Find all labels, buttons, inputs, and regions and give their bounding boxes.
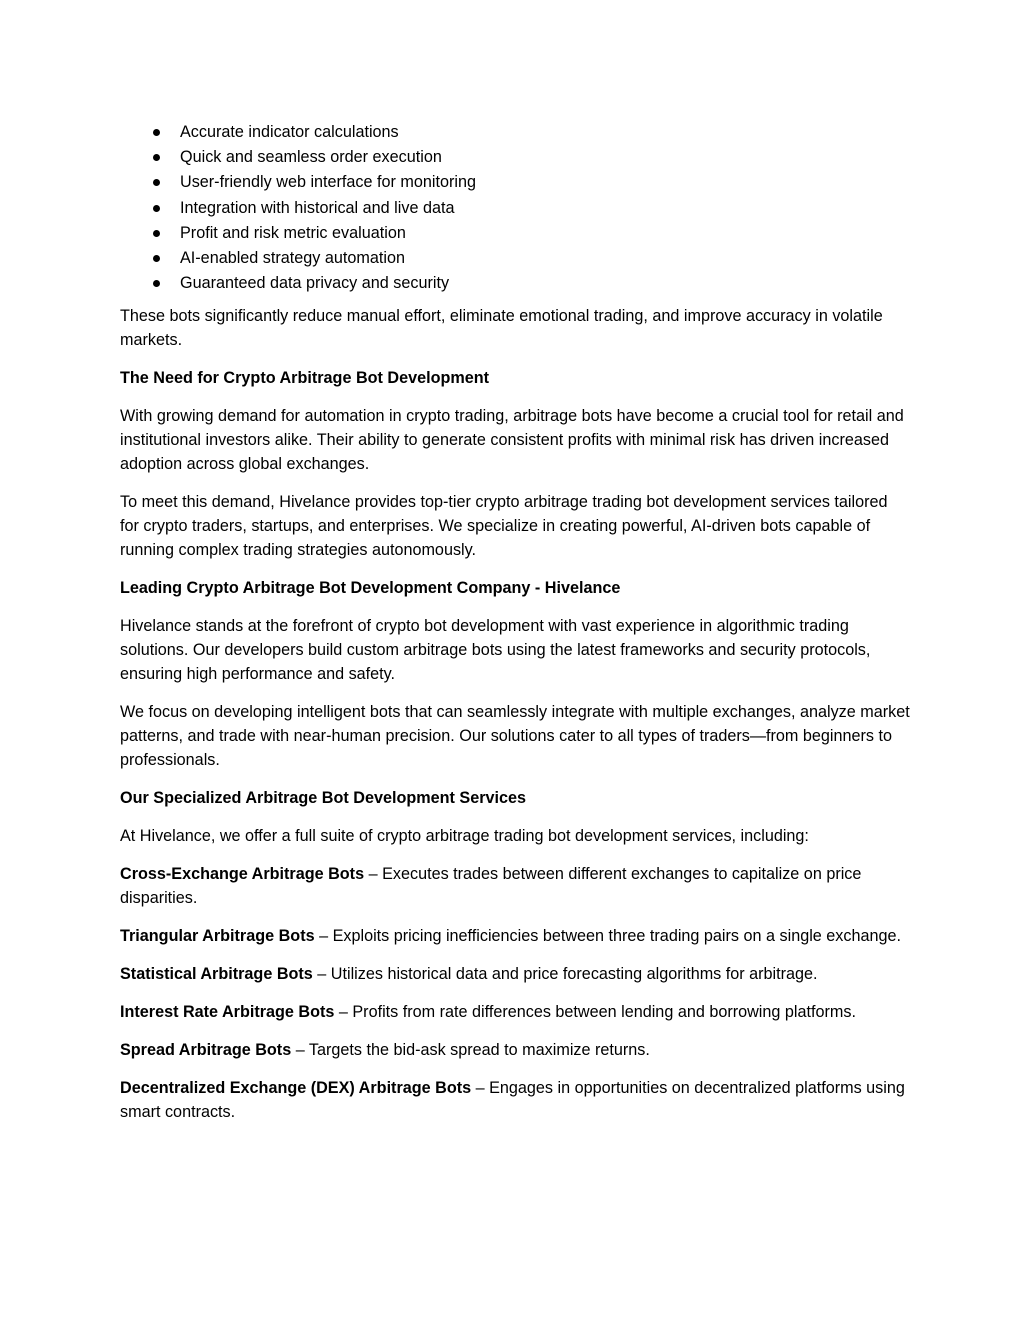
service-item bbox=[120, 1000, 910, 1024]
service-item bbox=[120, 962, 910, 986]
service-item bbox=[120, 924, 910, 948]
service-description: – Targets the bid-ask spread to maximize returns. bbox=[291, 1041, 650, 1060]
list-item-text: Guaranteed data privacy and security bbox=[180, 274, 450, 293]
service-description: – Utilizes historical data and price forecasting algorithms for arbitrage. bbox=[312, 965, 818, 984]
service-description: – Exploits pricing inefficiencies between three trading pairs on a single exchange. bbox=[314, 927, 901, 946]
list-item bbox=[120, 271, 910, 296]
bullet-icon bbox=[153, 205, 160, 212]
service-term: Spread Arbitrage Bots bbox=[120, 1041, 292, 1060]
service-term: Triangular Arbitrage Bots bbox=[120, 927, 315, 946]
list-item-text: Profit and risk metric evaluation bbox=[180, 223, 406, 242]
list-item-text: Quick and seamless order execution bbox=[180, 148, 442, 167]
bullet-icon bbox=[153, 154, 160, 161]
list-item bbox=[120, 145, 910, 170]
service-item bbox=[120, 1038, 910, 1062]
list-item bbox=[120, 120, 910, 145]
service-item bbox=[120, 1076, 910, 1124]
service-description: – Engages in opportunities on decentralized platforms using smart contracts. bbox=[120, 1079, 905, 1122]
list-item bbox=[120, 221, 910, 246]
feature-list bbox=[120, 120, 910, 296]
list-item-text: Integration with historical and live data bbox=[180, 198, 455, 217]
section-heading-services: Our Specialized Arbitrage Bot Development Services bbox=[120, 789, 527, 808]
bullet-icon bbox=[153, 230, 160, 237]
service-description: – Profits from rate differences between lending and borrowing platforms. bbox=[334, 1003, 856, 1022]
bullet-icon bbox=[153, 280, 160, 287]
list-item-text: Accurate indicator calculations bbox=[180, 123, 399, 141]
need-paragraph-1: With growing demand for automation in crypto trading, arbitrage bots have become a crucial tool for retail and institutional investors alike. Their ability to generate consistent profits with minimal risk has driven increased adoption across global exchanges. bbox=[120, 407, 904, 474]
list-item-text: AI-enabled strategy automation bbox=[180, 248, 405, 267]
document-page bbox=[120, 120, 910, 1138]
section-heading-leading: Leading Crypto Arbitrage Bot Development Company - Hivelance bbox=[120, 579, 621, 598]
service-description: – Executes trades between different exchanges to capitalize on price disparities. bbox=[120, 865, 862, 908]
service-term: Statistical Arbitrage Bots bbox=[120, 965, 313, 984]
list-item bbox=[120, 170, 910, 195]
list-item-text: User-friendly web interface for monitoring bbox=[180, 173, 476, 192]
service-term: Cross-Exchange Arbitrage Bots bbox=[120, 865, 365, 884]
list-item bbox=[120, 196, 910, 221]
intro-paragraph: These bots significantly reduce manual effort, eliminate emotional trading, and improve accuracy in volatile markets. bbox=[120, 307, 883, 350]
leading-paragraph-1: Hivelance stands at the forefront of crypto bot development with vast experience in algorithmic trading solutions. Our developers build custom arbitrage bots using the latest frameworks and security protocols, ensuring high performance and safety. bbox=[120, 617, 871, 684]
service-term: Interest Rate Arbitrage Bots bbox=[120, 1003, 335, 1022]
list-item bbox=[120, 246, 910, 271]
service-item bbox=[120, 862, 910, 910]
services-intro-paragraph: At Hivelance, we offer a full suite of crypto arbitrage trading bot development services, including: bbox=[120, 827, 809, 846]
leading-paragraph-2: We focus on developing intelligent bots that can seamlessly integrate with multiple exchanges, analyze market patterns, and trade with near-human precision. Our solutions cater to all types of traders—from beginners to professionals. bbox=[120, 703, 910, 770]
need-paragraph-2: To meet this demand, Hivelance provides top-tier crypto arbitrage trading bot development services tailored for crypto traders, startups, and enterprises. We specialize in creating powerful, AI-driven bots capable of running complex trading strategies autonomously. bbox=[120, 493, 888, 560]
bullet-icon bbox=[153, 255, 160, 262]
bullet-icon bbox=[153, 179, 160, 186]
bullet-icon bbox=[153, 129, 160, 136]
service-term: Decentralized Exchange (DEX) Arbitrage Bots bbox=[120, 1079, 472, 1098]
section-heading-need: The Need for Crypto Arbitrage Bot Development bbox=[120, 369, 490, 388]
